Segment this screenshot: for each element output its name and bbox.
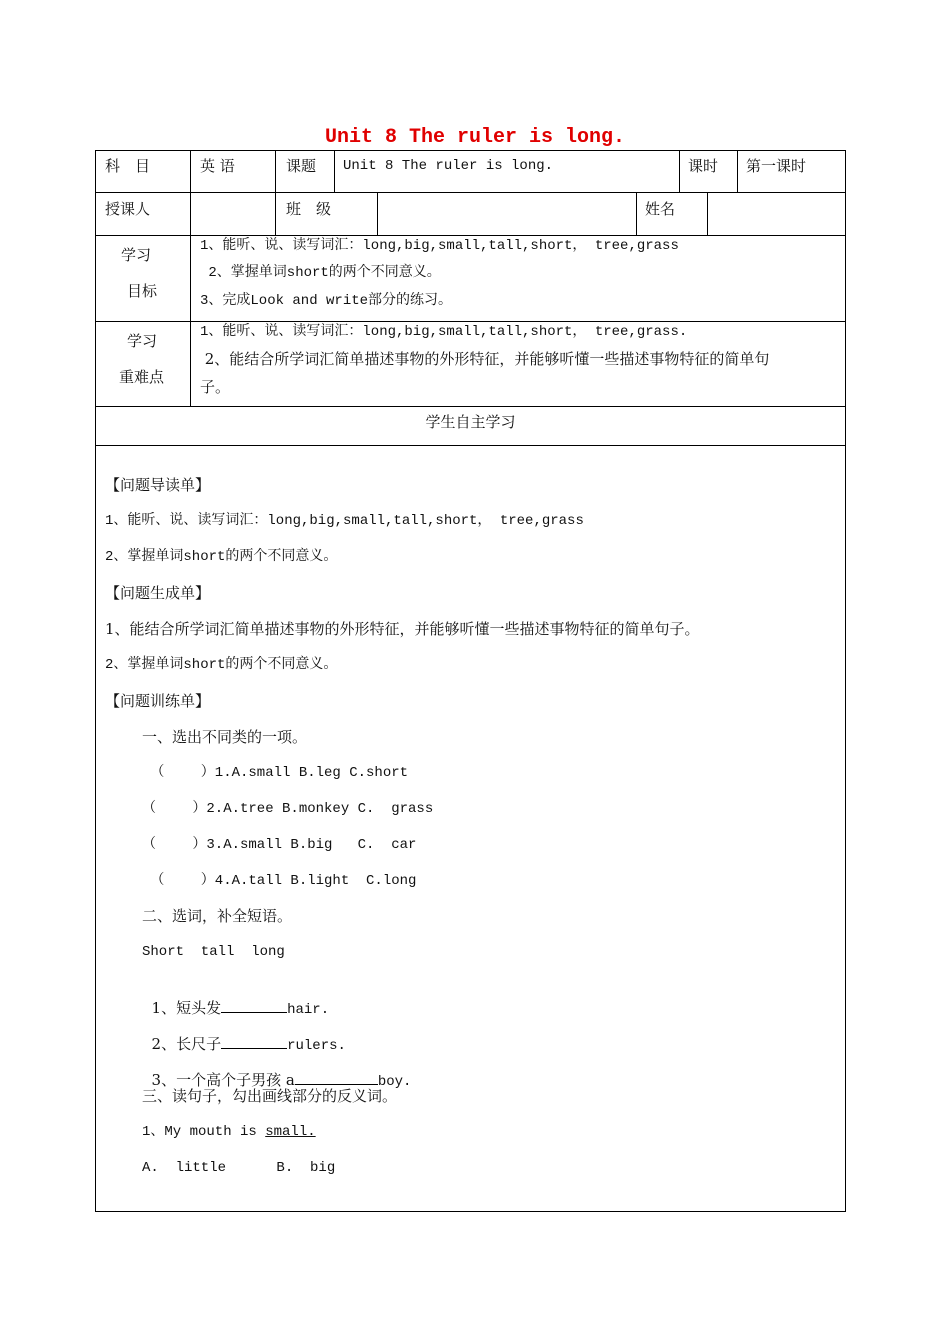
q1-suffix: hair. [287,1002,330,1018]
document-title: Unit 8 The ruler is long. [324,126,626,149]
part1-item-2: （ ）2.A.tree B.monkey C. grass [142,801,434,817]
training-heading: 【问题训练单】 [105,692,211,710]
q2-prefix: 2、长尺子 [151,1035,222,1053]
subject-value: 英 语 [200,157,235,175]
guide-heading: 【问题导读单】 [105,476,211,494]
q3-suffix: boy. [377,1074,412,1090]
goals-line-2: 2、掌握单词short的两个不同意义。 [200,265,441,281]
goals-label-2: 目标 [127,282,158,300]
part1-title: 一、选出不同类的一项。 [142,728,308,746]
part2-words: Short tall long [142,944,285,960]
period-label: 课时 [688,157,719,175]
topic-value: Unit 8 The ruler is long. [343,158,554,174]
part3-options: A. little B. big [142,1160,336,1176]
difficulties-label-2: 重难点 [119,368,165,386]
subject-label: 科 目 [105,157,151,175]
name-label: 姓名 [645,200,676,218]
class-label: 班 级 [286,200,332,218]
part3-q1-prefix: 1、My mouth is [142,1124,266,1140]
q2-suffix: rulers. [287,1038,346,1054]
part3-question-1 [142,1122,316,1142]
part1-item-4: （ ）4.A.tall B.light C.long [142,873,417,889]
part1-item-3: （ ）3.A.small B.big C. car [142,837,417,853]
generate-heading: 【问题生成单】 [105,584,211,602]
part3-title: 三、读句子，勾出画线部分的反义词。 [142,1087,398,1105]
difficulties-line-2: 2、能结合所学词汇简单描述事物的外形特征，并能够听懂一些描述事物特征的简单句 [200,350,770,368]
generate-item-1: 1、能结合所学词汇简单描述事物的外形特征，并能够听懂一些描述事物特征的简单句子。 [105,620,700,638]
q2-blank[interactable] [221,1034,287,1049]
section-heading: 学生自主学习 [425,413,516,431]
q3-prefix: 3、一个高个子男孩 a [151,1071,295,1089]
difficulties-line-3: 子。 [200,378,231,396]
difficulties-line-1: 1、能听、说、读写词汇：long,big,small,tall,short， tree,grass. [200,324,688,340]
guide-item-1: 1、能听、说、读写词汇：long,big,small,tall,short， tree,grass [105,513,584,529]
difficulties-label-1: 学习 [127,332,158,350]
part3-q1-underlined: small. [265,1124,316,1140]
topic-label: 课题 [286,157,317,175]
teacher-label: 授课人 [105,200,151,218]
goals-label-1: 学习 [121,246,152,264]
q3-blank[interactable] [295,1070,378,1085]
part1-item-1: （ ）1.A.small B.leg C.short [142,765,409,781]
part2-title: 二、选词，补全短语。 [142,907,293,925]
period-value: 第一课时 [746,157,807,175]
goals-line-3: 3、完成Look and write部分的练习。 [200,293,453,309]
generate-item-2: 2、掌握单词short的两个不同意义。 [105,657,338,673]
q1-blank[interactable] [221,998,287,1013]
goals-line-1: 1、能听、说、读写词汇：long,big,small,tall,short， tree,grass [200,238,679,254]
guide-item-2: 2、掌握单词short的两个不同意义。 [105,549,338,565]
q1-prefix: 1、短头发 [151,999,222,1017]
